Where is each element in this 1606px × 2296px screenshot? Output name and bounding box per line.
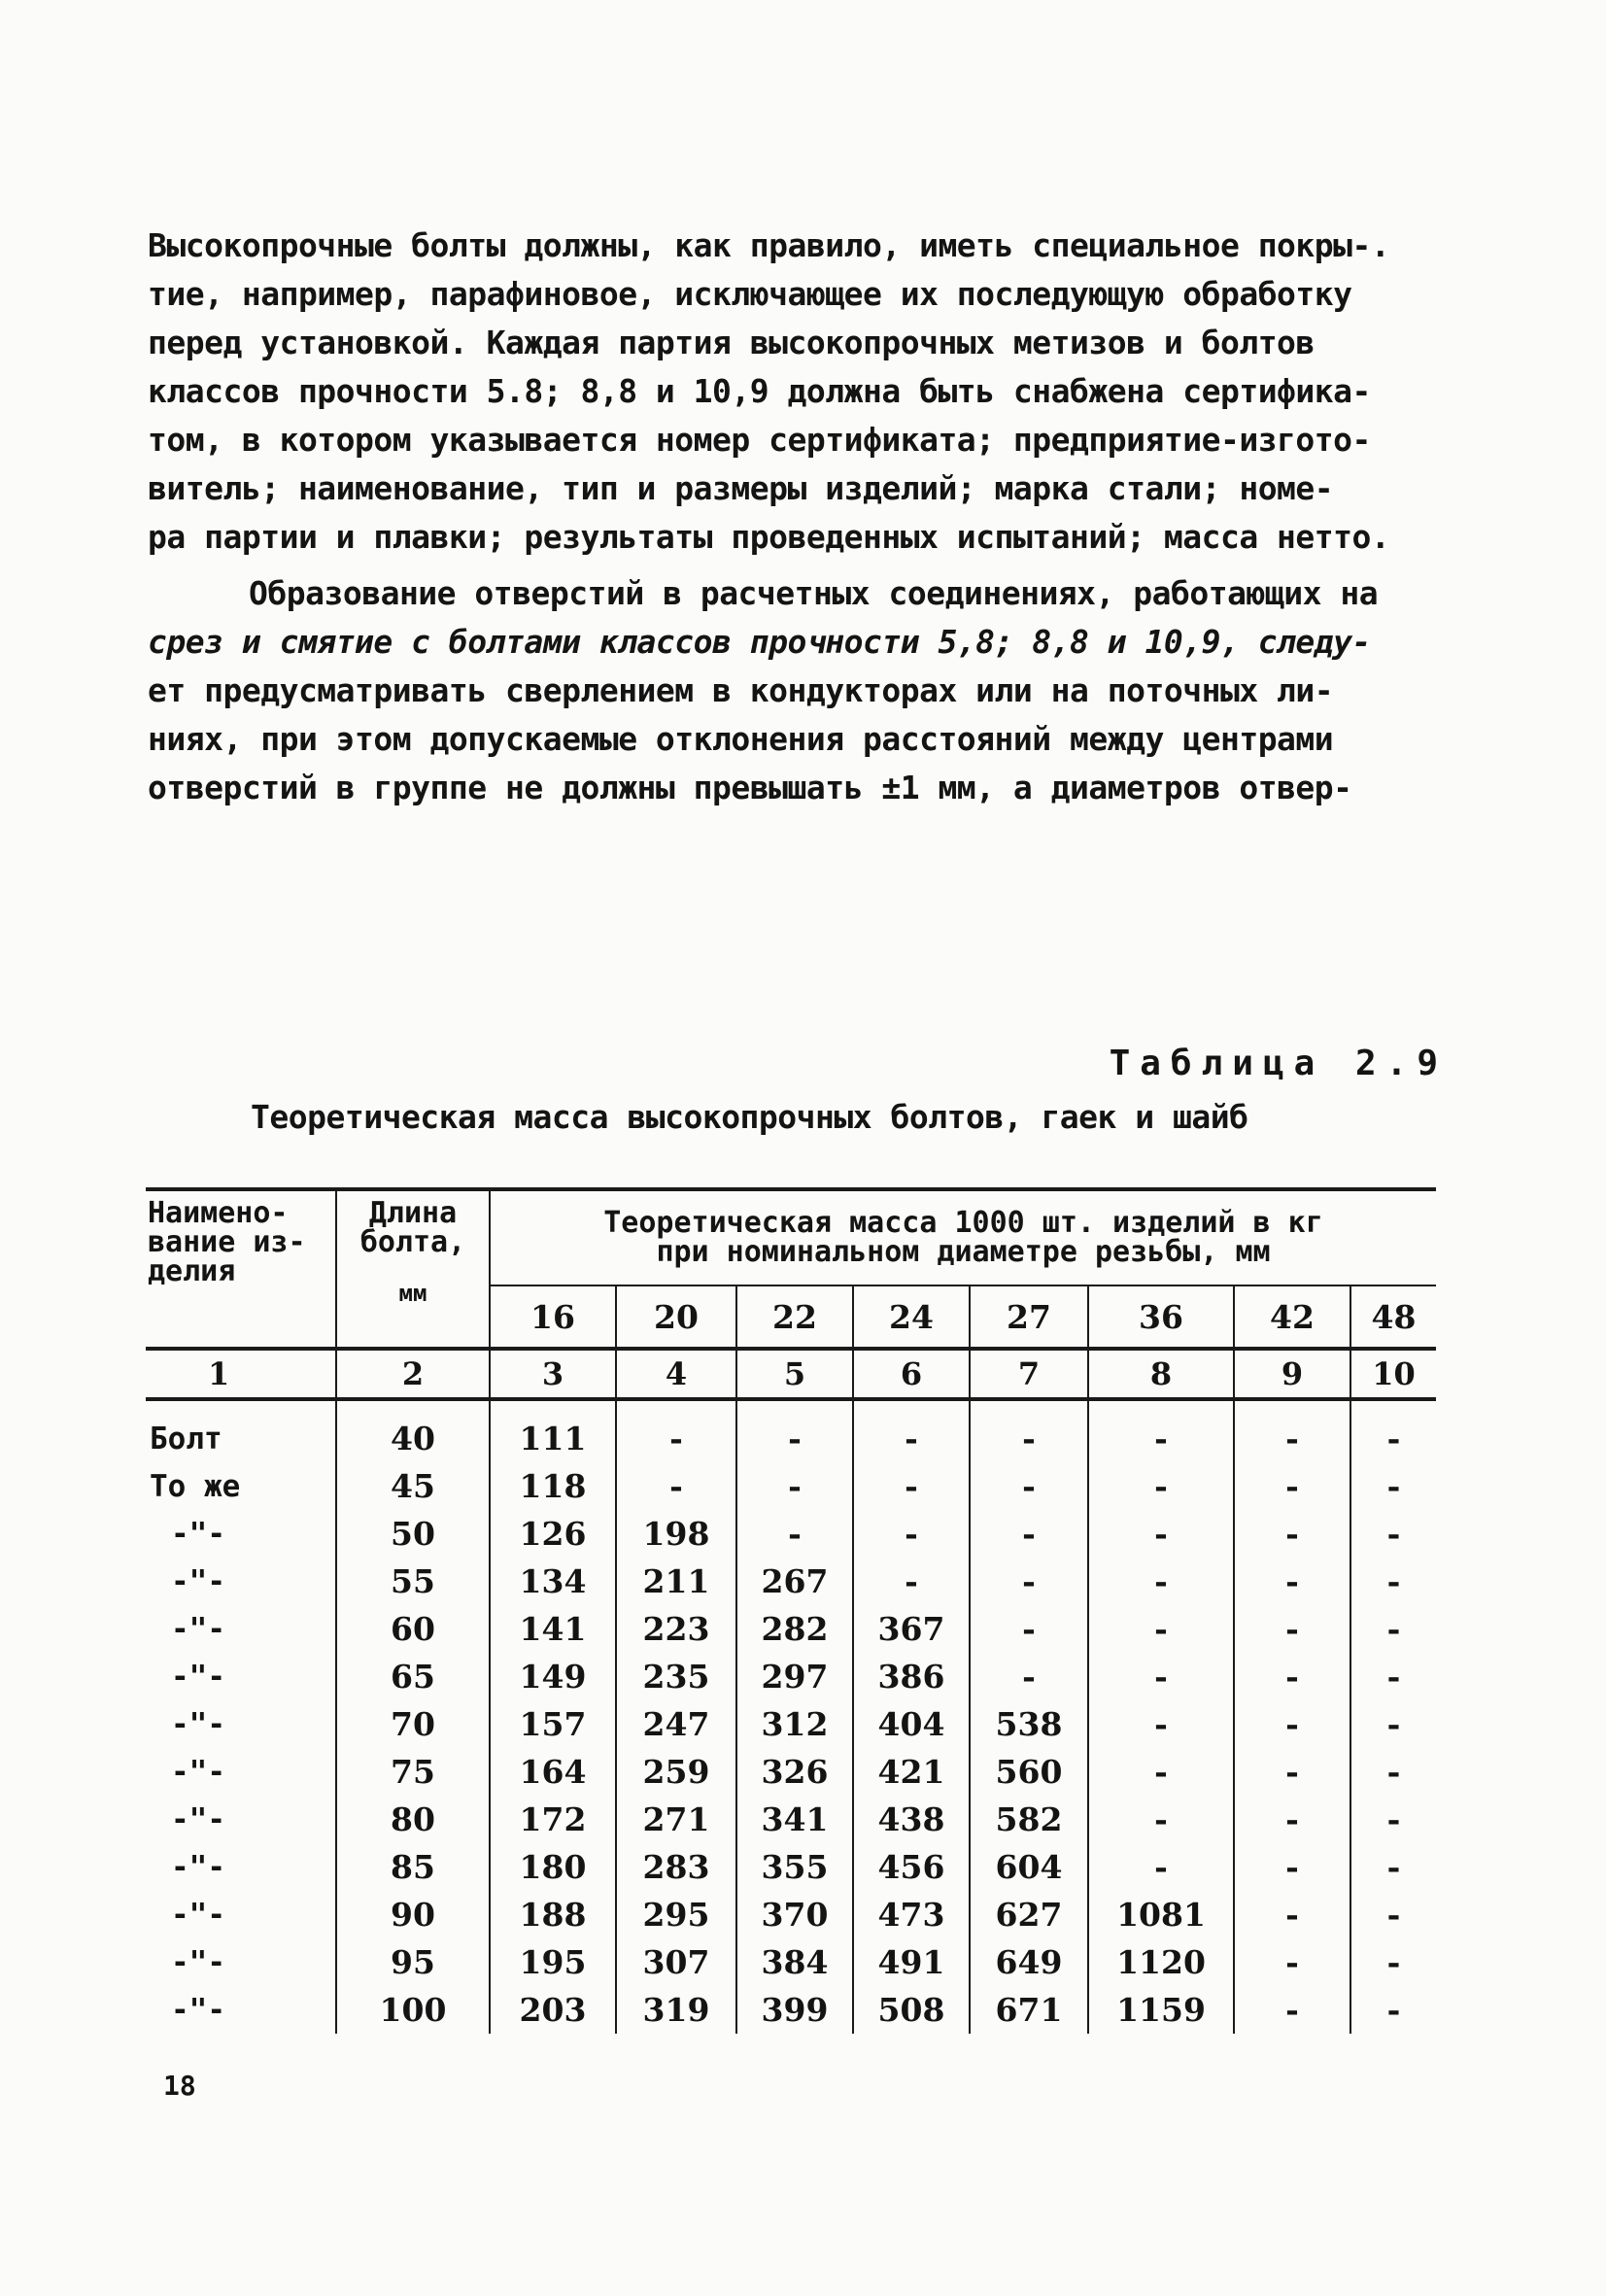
- mass-value-cell: 134: [490, 1558, 616, 1605]
- text-line: срез и смятие с болтами классов прочности 5,8; 8,8 и 10,9, следу-: [148, 623, 1371, 661]
- mass-value-cell: -: [1088, 1700, 1234, 1748]
- mass-value-cell: -: [1088, 1558, 1234, 1605]
- column-number: 9: [1234, 1349, 1350, 1399]
- diameter-header: 22: [736, 1285, 853, 1349]
- header-line: при номинальном диаметре резьбы, мм: [656, 1235, 1271, 1269]
- mass-value-cell: 326: [736, 1748, 853, 1796]
- mass-value-cell: 671: [970, 1986, 1088, 2034]
- mass-value-cell: -: [1088, 1399, 1234, 1462]
- item-name-cell: -"-: [146, 1605, 336, 1653]
- mass-value-cell: 538: [970, 1700, 1088, 1748]
- mass-value-cell: -: [970, 1558, 1088, 1605]
- mass-value-cell: -: [736, 1462, 853, 1510]
- bolt-length-cell: 80: [336, 1796, 490, 1843]
- mass-value-cell: -: [1386, 1658, 1401, 1696]
- mass-value-cell: 203: [490, 1986, 616, 2034]
- item-name-cell: -"-: [146, 1558, 336, 1605]
- table-row: [146, 1462, 1436, 1510]
- mass-value-cell: -: [1386, 1800, 1401, 1838]
- mass-value-cell: -: [736, 1399, 853, 1462]
- text-line: классов прочности 5.8; 8,8 и 10,9 должна быть снабжена сертифика-: [148, 372, 1371, 410]
- mass-value-cell: 235: [616, 1653, 736, 1700]
- mass-value-cell: 341: [736, 1796, 853, 1843]
- mass-value-cell: -: [1088, 1796, 1234, 1843]
- mass-value-cell: -: [1234, 1605, 1350, 1653]
- diameter-header: 36: [1088, 1285, 1234, 1349]
- mass-value-cell: 295: [616, 1891, 736, 1938]
- mass-value-cell: 319: [616, 1986, 736, 2034]
- mass-value-cell: 283: [616, 1843, 736, 1891]
- mass-value-cell: 198: [616, 1510, 736, 1558]
- mass-value-cell: -: [1386, 1420, 1401, 1457]
- header-line: делия: [148, 1254, 236, 1288]
- mass-value-cell: -: [1234, 1399, 1350, 1462]
- bolt-length-cell: 90: [336, 1891, 490, 1938]
- item-name-cell: -"-: [146, 1510, 336, 1558]
- diameter-header: 16: [490, 1285, 616, 1349]
- mass-value-cell: -: [1088, 1605, 1234, 1653]
- column-number: 1: [146, 1349, 336, 1399]
- table-row: [146, 1796, 1436, 1843]
- mass-value-cell: 188: [490, 1891, 616, 1938]
- text-line: том, в котором указывается номер сертификата; предприятие-изгото-: [148, 421, 1371, 459]
- paragraph-1: [148, 222, 1469, 562]
- header-line: болта,: [359, 1225, 466, 1259]
- item-name-cell: -"-: [146, 1748, 336, 1796]
- mass-value-cell: -: [1088, 1748, 1234, 1796]
- item-name-cell: -"-: [146, 1938, 336, 1986]
- mass-value-cell: -: [1386, 1753, 1401, 1791]
- mass-value-cell: -: [1234, 1462, 1350, 1510]
- diameter-header: 48: [1350, 1285, 1436, 1349]
- diameter-header: 42: [1234, 1285, 1350, 1349]
- mass-value-cell: 282: [736, 1605, 853, 1653]
- mass-value-cell: 404: [853, 1700, 970, 1748]
- mass-value-cell: -: [1386, 1562, 1401, 1600]
- mass-value-cell: 157: [490, 1700, 616, 1748]
- mass-value-cell: 259: [616, 1748, 736, 1796]
- mass-value-cell: 508: [853, 1986, 970, 2034]
- mass-value-cell: 172: [490, 1796, 616, 1843]
- text-line: витель; наименование, тип и размеры изделий; марка стали; номе-: [148, 469, 1334, 507]
- mass-value-cell: 211: [616, 1558, 736, 1605]
- mass-value-cell: 355: [736, 1843, 853, 1891]
- mass-value-cell: -: [1088, 1510, 1234, 1558]
- column-number: 4: [616, 1349, 736, 1399]
- bolt-length-cell: 50: [336, 1510, 490, 1558]
- mass-value-cell: -: [1234, 1986, 1350, 2034]
- bolt-length-cell: 45: [336, 1462, 490, 1510]
- bolt-length-cell: 70: [336, 1700, 490, 1748]
- table-row: [146, 1399, 1436, 1462]
- mass-value-cell: -: [970, 1605, 1088, 1653]
- mass-value-cell: 456: [853, 1843, 970, 1891]
- bolt-length-cell: 60: [336, 1605, 490, 1653]
- mass-value-cell: -: [1386, 1610, 1401, 1648]
- mass-value-cell: 582: [970, 1796, 1088, 1843]
- mass-value-cell: -: [970, 1510, 1088, 1558]
- column-number: 7: [970, 1349, 1088, 1399]
- text-line: отверстий в группе не должны превышать ±1 мм, а диаметров отвер-: [148, 769, 1352, 806]
- mass-value-cell: 195: [490, 1938, 616, 1986]
- table-row: [146, 1700, 1436, 1748]
- mass-value-cell: -: [1386, 1705, 1401, 1743]
- mass-value-cell: -: [970, 1653, 1088, 1700]
- column-number: 8: [1088, 1349, 1234, 1399]
- column-number: 6: [853, 1349, 970, 1399]
- mass-value-cell: 649: [970, 1938, 1088, 1986]
- mass-value-cell: -: [616, 1399, 736, 1462]
- mass-value-cell: -: [1234, 1938, 1350, 1986]
- header-line: Теоретическая масса 1000 шт. изделий в кг: [603, 1206, 1323, 1240]
- mass-value-cell: 627: [970, 1891, 1088, 1938]
- item-name-cell: -"-: [146, 1891, 336, 1938]
- bolt-mass-table: [146, 1187, 1436, 2034]
- mass-value-cell: -: [853, 1462, 970, 1510]
- mass-value-cell: 399: [736, 1986, 853, 2034]
- mass-value-cell: -: [1386, 1848, 1401, 1886]
- mass-value-cell: 473: [853, 1891, 970, 1938]
- mass-value-cell: 1120: [1088, 1938, 1234, 1986]
- header-line: вание из-: [148, 1225, 306, 1259]
- mass-value-cell: -: [1386, 1467, 1401, 1505]
- table-body: [146, 1399, 1436, 2034]
- header-line: Длина: [368, 1196, 458, 1230]
- mass-value-cell: 118: [490, 1462, 616, 1510]
- table-row: [146, 1938, 1436, 1986]
- bolt-length-cell: 65: [336, 1653, 490, 1700]
- diameter-header: 27: [970, 1285, 1088, 1349]
- header-unit: мм: [398, 1280, 427, 1307]
- item-name-cell: -"-: [146, 1796, 336, 1843]
- bolt-length-cell: 95: [336, 1938, 490, 1986]
- column-number: 2: [336, 1349, 490, 1399]
- item-name-cell: -"-: [146, 1700, 336, 1748]
- table-row: [146, 1605, 1436, 1653]
- item-name-cell: -"-: [146, 1653, 336, 1700]
- mass-value-cell: -: [616, 1462, 736, 1510]
- column-number: 3: [490, 1349, 616, 1399]
- mass-value-cell: 297: [736, 1653, 853, 1700]
- mass-value-cell: -: [1088, 1462, 1234, 1510]
- mass-value-cell: 370: [736, 1891, 853, 1938]
- mass-value-cell: -: [853, 1510, 970, 1558]
- table-row: [146, 1510, 1436, 1558]
- mass-value-cell: -: [1234, 1891, 1350, 1938]
- mass-value-cell: 164: [490, 1748, 616, 1796]
- table-row: [146, 1843, 1436, 1891]
- mass-value-cell: 180: [490, 1843, 616, 1891]
- mass-value-cell: 384: [736, 1938, 853, 1986]
- bolt-length-cell: 55: [336, 1558, 490, 1605]
- mass-value-cell: -: [1088, 1653, 1234, 1700]
- mass-value-cell: 126: [490, 1510, 616, 1558]
- header-line: Наимено-: [148, 1196, 289, 1230]
- bolt-length-cell: 75: [336, 1748, 490, 1796]
- text-line: ет предусматривать сверлением в кондукторах или на поточных ли-: [148, 671, 1334, 709]
- mass-value-cell: 367: [853, 1605, 970, 1653]
- mass-value-cell: -: [736, 1510, 853, 1558]
- mass-value-cell: 312: [736, 1700, 853, 1748]
- mass-value-cell: -: [970, 1462, 1088, 1510]
- table-title: Теоретическая масса высокопрочных болтов, гаек и шайб: [251, 1098, 1248, 1136]
- mass-value-cell: -: [1234, 1653, 1350, 1700]
- item-name-cell: -"-: [146, 1986, 336, 2034]
- mass-value-cell: -: [1234, 1748, 1350, 1796]
- column-number: 10: [1350, 1349, 1436, 1399]
- mass-value-cell: 267: [736, 1558, 853, 1605]
- mass-value-cell: -: [853, 1558, 970, 1605]
- mass-value-cell: 386: [853, 1653, 970, 1700]
- mass-value-cell: 491: [853, 1938, 970, 1986]
- mass-value-cell: -: [1234, 1558, 1350, 1605]
- mass-value-cell: 1081: [1088, 1891, 1234, 1938]
- mass-value-cell: -: [1386, 1896, 1401, 1934]
- mass-value-cell: -: [1234, 1843, 1350, 1891]
- table-row: [146, 1891, 1436, 1938]
- mass-value-cell: 604: [970, 1843, 1088, 1891]
- mass-value-cell: -: [1386, 1991, 1401, 2029]
- table-row: [146, 1748, 1436, 1796]
- mass-value-cell: 271: [616, 1796, 736, 1843]
- bolt-length-cell: 85: [336, 1843, 490, 1891]
- mass-value-cell: -: [1234, 1796, 1350, 1843]
- mass-value-cell: 307: [616, 1938, 736, 1986]
- item-name-cell: Болт: [146, 1399, 336, 1462]
- text-line: ниях, при этом допускаемые отклонения расстояний между центрами: [148, 720, 1334, 758]
- text-line: ра партии и плавки; результаты проведенных испытаний; масса нетто.: [148, 518, 1390, 556]
- item-name-cell: То же: [146, 1462, 336, 1510]
- mass-value-cell: -: [1386, 1515, 1401, 1553]
- diameter-header: 20: [616, 1285, 736, 1349]
- text-line: перед установкой. Каждая партия высокопрочных метизов и болтов: [148, 324, 1315, 361]
- mass-value-cell: -: [1234, 1700, 1350, 1748]
- mass-value-cell: -: [1088, 1843, 1234, 1891]
- mass-value-cell: -: [853, 1399, 970, 1462]
- bolt-length-cell: 40: [336, 1399, 490, 1462]
- page-number: 18: [163, 2070, 196, 2102]
- mass-value-cell: -: [1234, 1510, 1350, 1558]
- table-row: [146, 1986, 1436, 2034]
- text-line: Образование отверстий в расчетных соединениях, работающих на: [249, 574, 1379, 612]
- header-bolt-length: [336, 1189, 490, 1349]
- mass-value-cell: -: [1386, 1943, 1401, 1981]
- mass-value-cell: 111: [490, 1399, 616, 1462]
- mass-value-cell: 438: [853, 1796, 970, 1843]
- table-row: [146, 1653, 1436, 1700]
- mass-value-cell: -: [970, 1399, 1088, 1462]
- mass-value-cell: 247: [616, 1700, 736, 1748]
- item-name-cell: -"-: [146, 1843, 336, 1891]
- header-theoretical-mass: [490, 1189, 1436, 1285]
- header-item-name: [146, 1189, 336, 1349]
- mass-value-cell: 141: [490, 1605, 616, 1653]
- bolt-length-cell: 100: [336, 1986, 490, 2034]
- diameter-header: 24: [853, 1285, 970, 1349]
- table-number: Таблица 2.9: [1109, 1044, 1448, 1083]
- mass-value-cell: 421: [853, 1748, 970, 1796]
- mass-value-cell: 223: [616, 1605, 736, 1653]
- mass-value-cell: 1159: [1088, 1986, 1234, 2034]
- mass-value-cell: 149: [490, 1653, 616, 1700]
- text-line: тие, например, парафиновое, исключающее их последующую обработку: [148, 275, 1352, 313]
- text-line: Высокопрочные болты должны, как правило, иметь специальное покры-.: [148, 226, 1390, 264]
- mass-value-cell: 560: [970, 1748, 1088, 1796]
- paragraph-2: [148, 569, 1469, 812]
- column-number: 5: [736, 1349, 853, 1399]
- table-row: [146, 1558, 1436, 1605]
